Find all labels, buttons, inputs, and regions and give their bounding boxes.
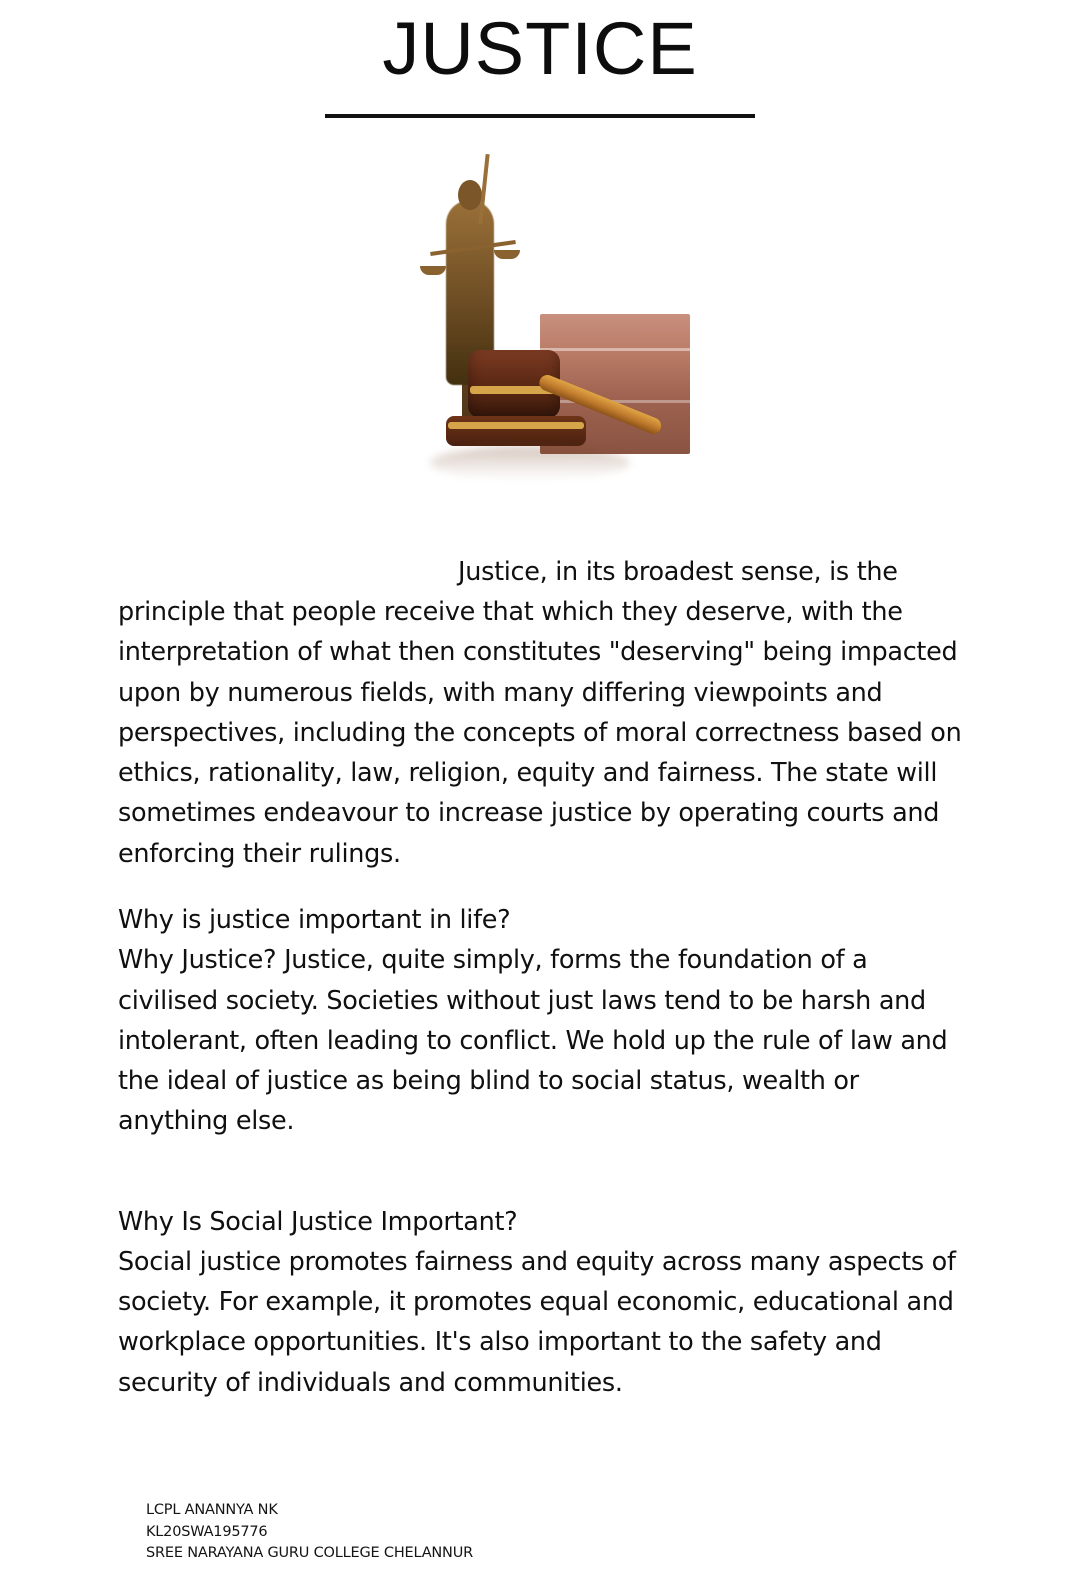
scales-left-pan-icon	[420, 266, 446, 275]
footer-institution: SREE NARAYANA GURU COLLEGE CHELANNUR	[146, 1545, 473, 1562]
heading-why-justice-important: Why is justice important in life?	[118, 904, 511, 935]
justice-statue-and-gavel-photo	[390, 154, 690, 514]
paragraph-definition: Justice, in its broadest sense, is the principle that people receive that which they deserve, with the interpretation of what then constitutes "deserving" being impacted upon by numerous fields, with many differing viewpoints and perspectives, including the concepts of moral correctness based on ethics, rationality, law, religion, equity and fairness. The state will sometimes endeavour to increase justice by operating courts and enforcing their rulings.	[118, 556, 962, 869]
paragraph-why-justice: Why Justice? Justice, quite simply, forms the foundation of a civilised society. Societies without just laws tend to be harsh and intolerant, often leading to conflict. We hold up the rule of law and the ideal of justice as being blind to social status, wealth or anything else.	[118, 945, 948, 1137]
statue-head-icon	[458, 180, 482, 210]
heading-why-social-justice-important: Why Is Social Justice Important?	[118, 1206, 518, 1237]
photo-canvas	[390, 154, 690, 514]
gavel-sound-block-icon	[446, 416, 586, 446]
scales-right-pan-icon	[494, 250, 520, 259]
page-title: JUSTICE	[382, 7, 698, 90]
title-underline-rule	[325, 114, 755, 118]
gavel-sound-block-band-icon	[448, 422, 584, 429]
photo-reflection	[430, 446, 630, 480]
footer-author-name: LCPL ANANNYA NK	[146, 1501, 278, 1518]
document-footer	[146, 1500, 473, 1565]
document-body	[118, 552, 962, 1403]
paragraph-social-justice: Social justice promotes fairness and equity across many aspects of society. For example, it promotes equal economic, educational and workplace opportunities. It's also important to the safety and security of individuals and communities.	[118, 1246, 956, 1398]
section-spacer	[118, 1168, 962, 1202]
footer-student-id: KL20SWA195776	[146, 1523, 268, 1540]
document-page	[0, 7, 1080, 1593]
